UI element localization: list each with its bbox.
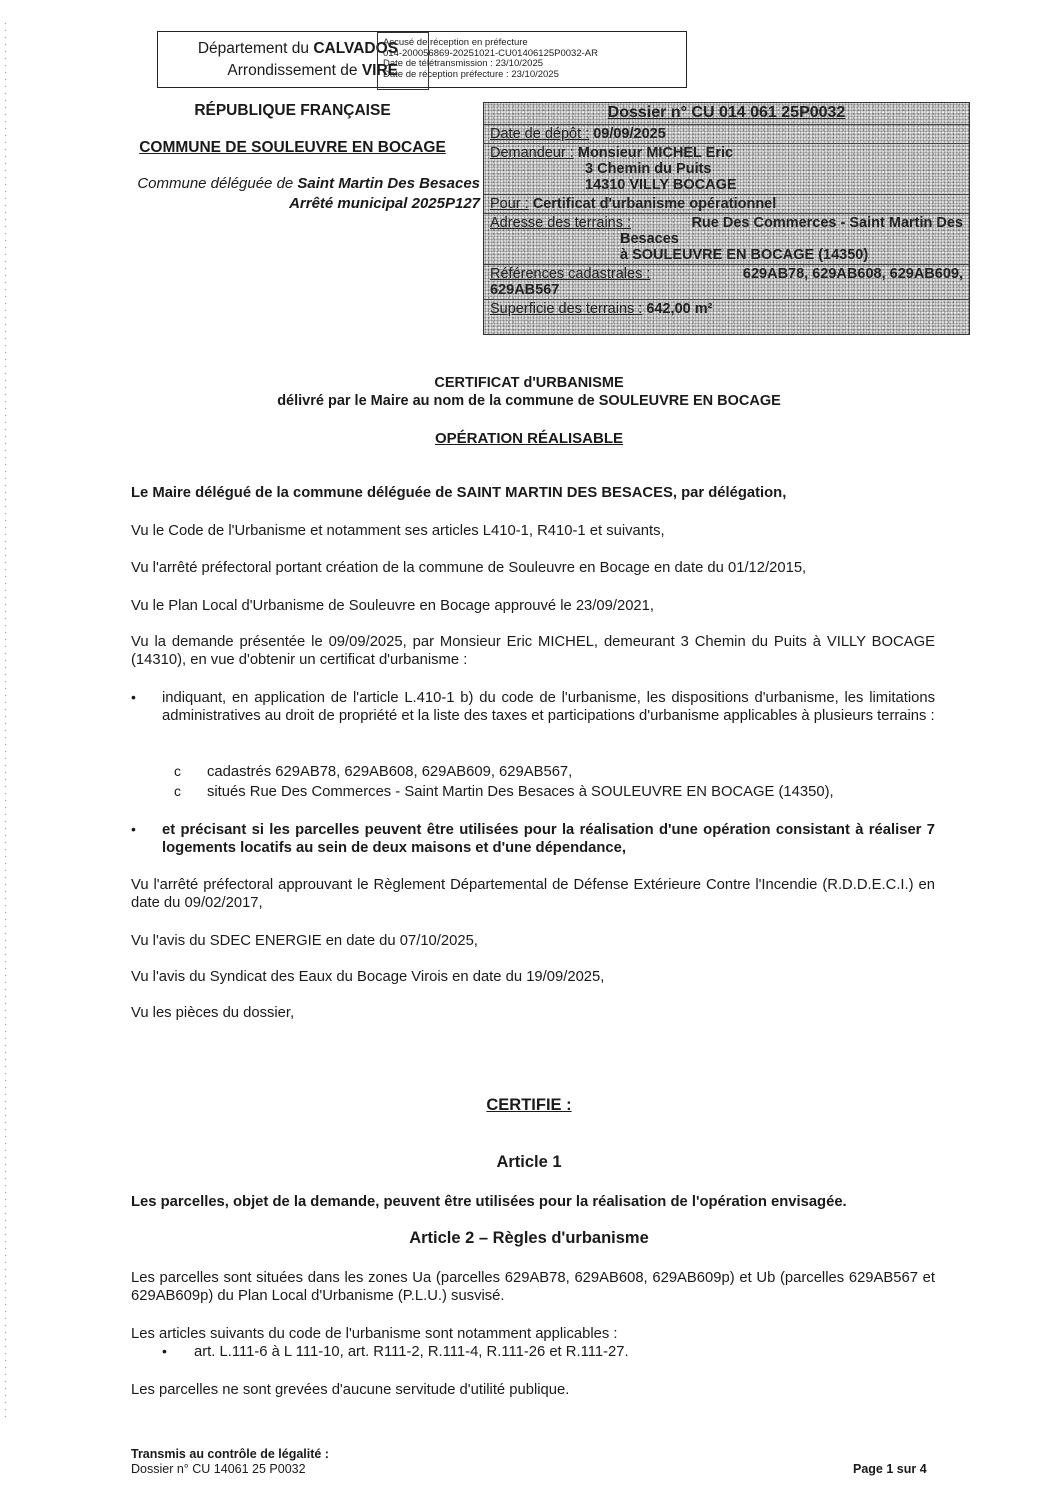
vu-paragraph: Vu l'avis du Syndicat des Eaux du Bocage Virois en date du 19/09/2025, — [131, 969, 605, 985]
article2-paragraph: Les parcelles ne sont grevées d'aucune servitude d'utilité publique. — [131, 1382, 570, 1398]
vu-paragraph: Vu les pièces du dossier, — [131, 1005, 295, 1021]
footer-transmis: Transmis au contrôle de légalité : — [131, 1447, 329, 1461]
vu-paragraph: Vu le Plan Local d'Urbanisme de Souleuvre en Bocage approuvé le 23/09/2021, — [131, 598, 654, 614]
ar-line: 014-200056869-20251021-CU01406125P0032-AR — [383, 47, 598, 59]
certifie-title: CERTIFIE : — [486, 1096, 572, 1114]
commune-deleguee — [105, 174, 480, 214]
republique-title: RÉPUBLIQUE FRANÇAISE — [194, 102, 391, 119]
dossier-refs-row — [484, 265, 969, 300]
demandeur-addr2: 14310 VILLY BOCAGE — [585, 177, 737, 193]
demandeur-addr1: 3 Chemin du Puits — [585, 161, 712, 177]
subbullet-icon: c — [174, 783, 181, 799]
delivre-subtitle: délivré par le Maire au nom de la commune de SOULEUVRE EN BOCAGE — [277, 393, 781, 409]
arrete-number: Arrêté municipal 2025P127 — [289, 195, 480, 212]
depot-value: 09/09/2025 — [593, 126, 666, 142]
dossier-title: Dossier n° CU 014 061 25P0032 — [484, 103, 969, 125]
vu-paragraph: Vu la demande présentée le 09/09/2025, par Monsieur Eric MICHEL, demeurant 3 Chemin du Puits à VILLY BOCAGE (14310), en vue d'obtenir un certificat d'urbanisme : — [131, 634, 935, 668]
arrondissement-label: Arrondissement de — [227, 62, 358, 79]
vu-paragraph: Vu l'arrêté préfectoral approuvant le Règlement Départemental de Défense Extérieure Contre l'Incendie (R.D.D.E.C.I.) en date du 09/02/2017, — [131, 877, 935, 911]
dossier-box — [483, 102, 970, 335]
refs-label: Références cadastrales : — [490, 266, 651, 282]
superficie-value: 642,00 m² — [646, 301, 713, 317]
subbullet-item: cadastrés 629AB78, 629AB608, 629AB609, 629AB567, — [207, 764, 573, 780]
refs-value2: 629AB567 — [490, 282, 560, 298]
demandeur-name: Monsieur MICHEL Eric — [577, 145, 734, 161]
article2-title: Article 2 – Règles d'urbanisme — [409, 1229, 649, 1247]
bullet-paragraph: et précisant si les parcelles peuvent être utilisées pour la réalisation d'une opération consistant à réaliser 7 logements locatifs au sein de deux maisons et d'une dépendance, — [162, 822, 935, 856]
dossier-depot-row — [484, 125, 969, 144]
ar-line: Accusé de réception en préfecture — [383, 37, 528, 48]
bullet-paragraph: indiquant, en application de l'article L.410-1 b) du code de l'urbanisme, les dispositions d'urbanisme, les limitations administratives au droit de propriété et la liste des taxes et participations d'urbanisme applicables à plusieurs terrains : — [162, 690, 935, 724]
depot-label: Date de dépôt : — [490, 126, 590, 142]
bullet-icon: • — [131, 689, 136, 705]
departement-label: Département du — [197, 40, 309, 57]
superficie-label: Superficie des terrains : — [490, 301, 643, 317]
dossier-pour-row — [484, 195, 969, 214]
adresse-value3: à SOULEUVRE EN BOCAGE (14350) — [620, 247, 869, 263]
ar-line: Date de réception préfecture : 23/10/2025 — [383, 68, 559, 80]
commune-title: COMMUNE DE SOULEUVRE EN BOCAGE — [139, 139, 446, 156]
adresse-value1: Rue Des Commerces - Saint Martin Des — [691, 215, 963, 231]
adresse-label: Adresse des terrains : — [490, 215, 632, 231]
certificat-title-block — [0, 374, 1058, 410]
pour-value: Certificat d'urbanisme opérationnel — [532, 196, 777, 212]
dossier-demandeur-row — [484, 144, 969, 195]
footer-block — [131, 1447, 329, 1477]
subbullet-icon: c — [174, 763, 181, 779]
refs-value1: 629AB78, 629AB608, 629AB609, — [742, 266, 963, 282]
reception-stamp-text — [383, 38, 598, 80]
arrondissement-name: VIRE — [361, 62, 398, 79]
adresse-value2: Besaces — [620, 231, 679, 247]
commune-deleguee-prefix: Commune déléguée de — [137, 175, 298, 192]
scan-edge-dots — [4, 20, 7, 1420]
vu-paragraph: Vu le Code de l'Urbanisme et notamment ses articles L410-1, R410-1 et suivants, — [131, 523, 665, 539]
bullet-icon: • — [162, 1343, 167, 1359]
subbullet-item: situés Rue Des Commerces - Saint Martin Des Besaces à SOULEUVRE EN BOCAGE (14350), — [207, 784, 834, 800]
department-block — [160, 38, 398, 82]
footer-dossier-ref: Dossier n° CU 14061 25 P0032 — [131, 1462, 306, 1476]
certificat-title: CERTIFICAT d'URBANISME — [434, 375, 624, 391]
dossier-superficie-row — [484, 300, 969, 318]
article1-text: Les parcelles, objet de la demande, peuvent être utilisées pour la réalisation de l'opération envisagée. — [131, 1194, 847, 1210]
article2-paragraph: Les articles suivants du code de l'urbanisme sont notamment applicables : — [131, 1326, 618, 1342]
maire-paragraph: Le Maire délégué de la commune déléguée de SAINT MARTIN DES BESACES, par délégation, — [131, 485, 787, 501]
departement-name: CALVADOS — [313, 40, 398, 57]
commune-deleguee-name: Saint Martin Des Besaces — [297, 175, 480, 192]
dossier-adresse-row — [484, 214, 969, 265]
article1-title: Article 1 — [496, 1153, 562, 1171]
page-number: Page 1 sur 4 — [853, 1462, 927, 1476]
ar-line: Date de télétransmission : 23/10/2025 — [383, 58, 544, 69]
operation-realisable-title: OPÉRATION RÉALISABLE — [434, 430, 624, 447]
article2-paragraph: Les parcelles sont situées dans les zones Ua (parcelles 629AB78, 629AB608, 629AB609p) et Ub (parcelles 629AB567 et 629AB609p) du Plan Local d'Urbanisme (P.L.U.) susvisé. — [131, 1270, 935, 1304]
article2-bullet: art. L.111-6 à L 111-10, art. R111-2, R.111-4, R.111-26 et R.111-27. — [194, 1344, 629, 1360]
vu-paragraph: Vu l'arrêté préfectoral portant création de la commune de Souleuvre en Bocage en date du 01/12/2015, — [131, 560, 807, 576]
pour-label: Pour : — [490, 196, 529, 212]
issuer-heading — [105, 102, 480, 214]
vu-paragraph: Vu l'avis du SDEC ENERGIE en date du 07/10/2025, — [131, 933, 478, 949]
demandeur-label: Demandeur : — [490, 145, 574, 161]
bullet-icon: • — [131, 821, 136, 837]
